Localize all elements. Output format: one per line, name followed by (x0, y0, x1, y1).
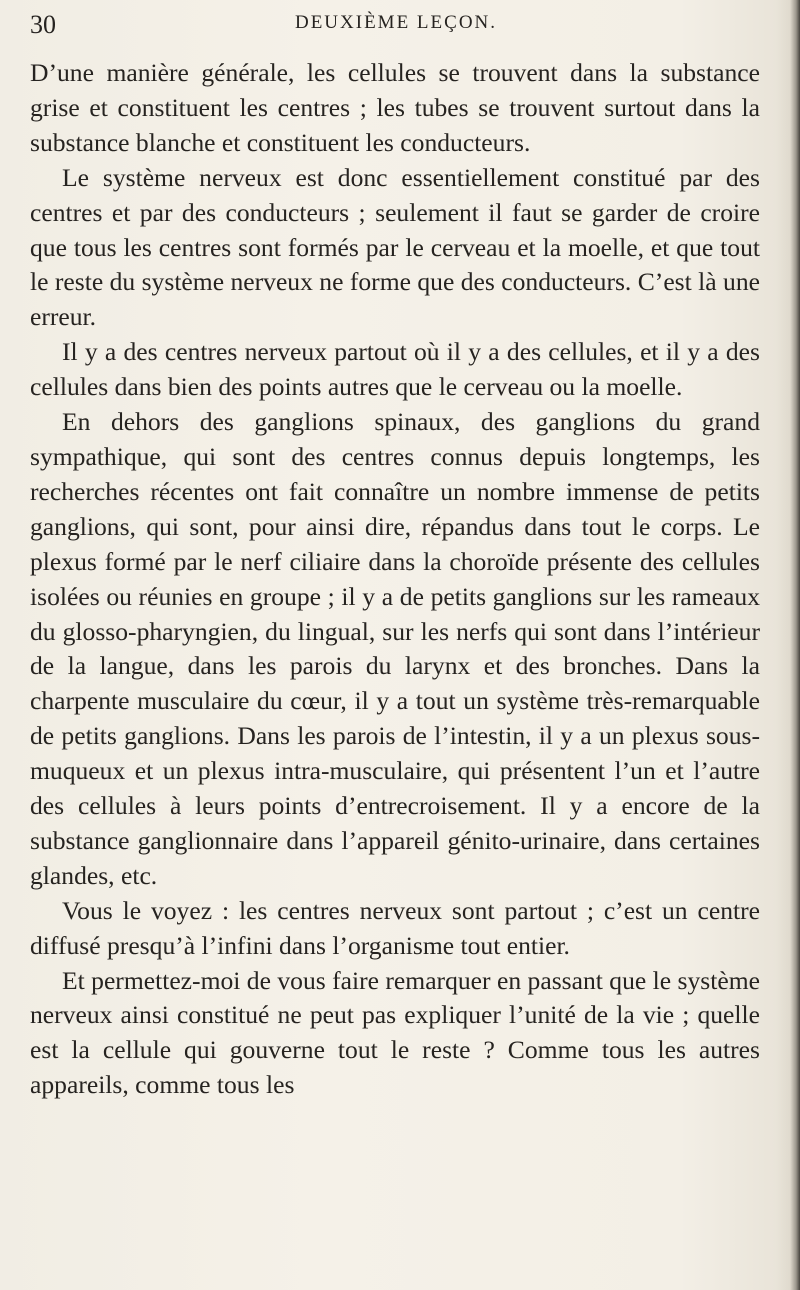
paragraph-5: Vous le voyez : les centres nerveux sont partout ; c’est un centre diffusé presqu’à l’infini dans l’organisme tout entier. (30, 895, 760, 960)
page-edge-shadow (790, 0, 800, 1290)
page-number: 30 (30, 10, 56, 39)
body-text (30, 56, 760, 1103)
running-title: DEUXIÈME LEÇON. (294, 12, 498, 33)
paragraph-2: Le système nerveux est donc essentiellement constitué par des centres et par des conducteurs ; seulement il faut se garder de croire que tous les centres sont formés par le cerveau et la moelle, et que tout le reste du système nerveux ne forme que des conducteurs. C’est là une erreur. (30, 162, 760, 332)
paragraph-3: Il y a des centres nerveux partout où il y a des cellules, et il y a des cellules dans bien des points autres que le cerveau ou la moelle. (30, 337, 760, 402)
paragraph-1: D’une manière générale, les cellules se trouvent dans la substance grise et constituent les centres ; les tubes se trouvent surtout dans la substance blanche et constituent les conducteurs. (30, 58, 760, 157)
paragraph-4: En dehors des ganglions spinaux, des ganglions du grand sympathique, qui sont des centres connus depuis longtemps, les recherches récentes ont fait connaître un nombre immense de petits ganglions, qui sont, pour ainsi dire, répandus dans tout le corps. Le plexus formé par le nerf ciliaire dans la choroïde présente des cellules isolées ou réunies en groupe ; il y a de petits ganglions sur les rameaux du glosso-pharyngien, du lingual, sur les nerfs qui sont dans l’intérieur de la langue, dans les parois du larynx et des bronches. Dans la charpente musculaire du cœur, il y a tout un système très-remarquable de petits ganglions. Dans les parois de l’intestin, il y a un plexus sous-muqueux et un plexus intra-musculaire, qui présentent l’un et l’autre des cellules à leurs points d’entrecroisement. Il y a encore de la substance ganglionnaire dans l’appareil génito-urinaire, dans certaines glandes, etc. (30, 407, 760, 890)
page-header (30, 10, 762, 50)
paragraph-6: Et permettez-moi de vous faire remarquer en passant que le système nerveux ainsi constitué ne peut pas expliquer l’unité de la vie ; quelle est la cellule qui gouverne tout le reste ? Comme tous les autres appareils, comme tous les (30, 965, 760, 1100)
